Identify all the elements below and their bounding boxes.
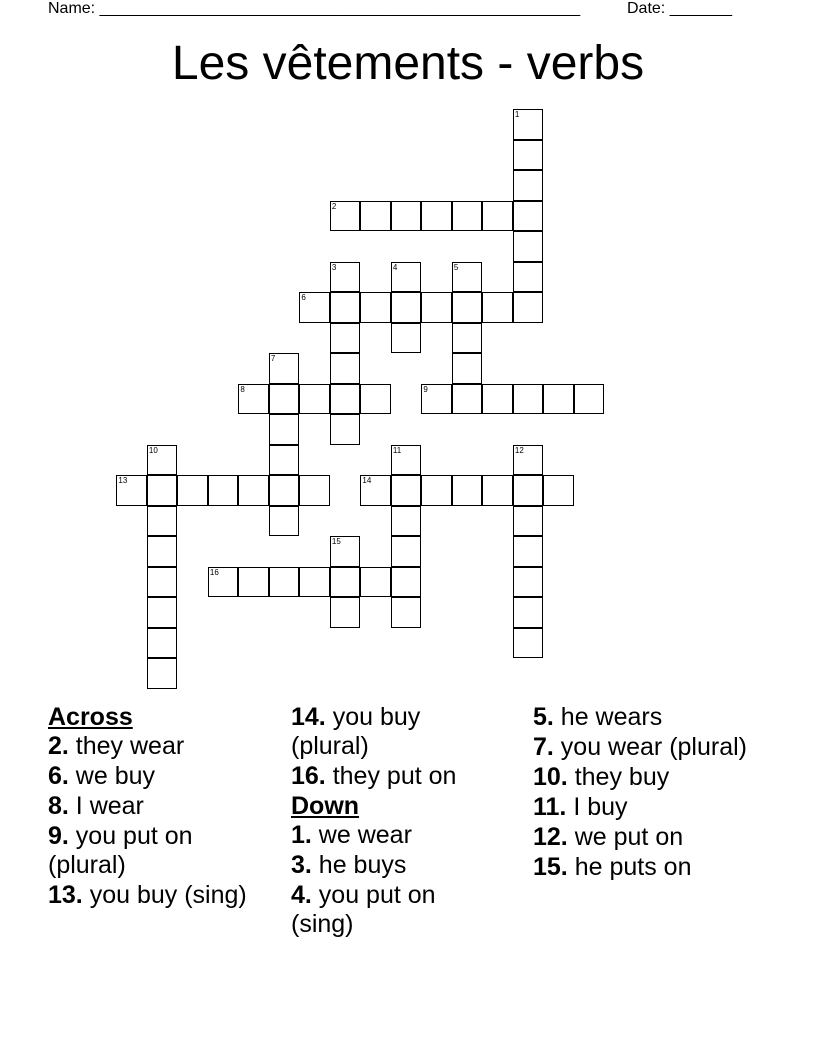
crossword-cell[interactable] xyxy=(482,384,513,415)
crossword-cell[interactable] xyxy=(147,567,178,598)
crossword-cell[interactable] xyxy=(452,201,483,232)
crossword-cell[interactable] xyxy=(330,384,361,415)
clue-across-2: 2. they wear xyxy=(48,732,185,760)
crossword-cell[interactable] xyxy=(513,597,544,628)
crossword-cell[interactable] xyxy=(299,384,330,415)
date-field-label: Date: _______ xyxy=(627,0,732,17)
crossword-cell[interactable] xyxy=(330,414,361,445)
crossword-cell[interactable] xyxy=(421,201,452,232)
crossword-cell[interactable] xyxy=(238,384,269,415)
crossword-cell[interactable] xyxy=(513,475,544,506)
crossword-cell[interactable] xyxy=(269,567,300,598)
crossword-cell[interactable] xyxy=(391,567,422,598)
crossword-cell[interactable] xyxy=(452,353,483,384)
crossword-cell[interactable] xyxy=(452,323,483,354)
crossword-cell[interactable] xyxy=(391,262,422,293)
crossword-cell[interactable] xyxy=(391,506,422,537)
crossword-cell[interactable] xyxy=(360,567,391,598)
crossword-cell[interactable] xyxy=(513,262,544,293)
crossword-cell[interactable] xyxy=(452,262,483,293)
crossword-cell[interactable] xyxy=(360,201,391,232)
clue-across-14: 14. you buy (plural) xyxy=(291,703,421,760)
crossword-cell[interactable] xyxy=(269,353,300,384)
clue-down-10: 10. they buy xyxy=(533,763,670,791)
clues-column-3 xyxy=(533,703,763,883)
crossword-cell[interactable] xyxy=(330,567,361,598)
crossword-cell[interactable] xyxy=(513,231,544,262)
crossword-cell[interactable] xyxy=(147,445,178,476)
crossword-cell[interactable] xyxy=(391,201,422,232)
crossword-cell[interactable] xyxy=(208,475,239,506)
crossword-cell[interactable] xyxy=(330,201,361,232)
crossword-cell[interactable] xyxy=(269,445,300,476)
clue-across-6: 6. we buy xyxy=(48,762,156,790)
crossword-cell[interactable] xyxy=(513,384,544,415)
clue-down-11: 11. I buy xyxy=(533,793,628,821)
down-heading: Down xyxy=(291,792,360,820)
crossword-cell[interactable] xyxy=(513,506,544,537)
crossword-cell[interactable] xyxy=(513,292,544,323)
crossword-cell[interactable] xyxy=(482,475,513,506)
crossword-cell[interactable] xyxy=(147,628,178,659)
crossword-cell[interactable] xyxy=(391,323,422,354)
crossword-cell[interactable] xyxy=(238,567,269,598)
crossword-cell[interactable] xyxy=(513,628,544,659)
clue-number: 12 xyxy=(514,445,524,455)
clue-down-12: 12. we put on xyxy=(533,823,684,851)
crossword-cell[interactable] xyxy=(513,109,544,140)
crossword-cell[interactable] xyxy=(482,292,513,323)
crossword-cell[interactable] xyxy=(269,506,300,537)
crossword-cell[interactable] xyxy=(513,536,544,567)
crossword-cell[interactable] xyxy=(116,475,147,506)
clue-down-1: 1. we wear xyxy=(291,821,412,849)
crossword-cell[interactable] xyxy=(299,475,330,506)
crossword-cell[interactable] xyxy=(452,384,483,415)
clue-number: 4 xyxy=(392,262,398,272)
crossword-cell[interactable] xyxy=(177,475,208,506)
crossword-cell[interactable] xyxy=(330,262,361,293)
crossword-cell[interactable] xyxy=(360,292,391,323)
crossword-cell[interactable] xyxy=(269,384,300,415)
crossword-cell[interactable] xyxy=(452,475,483,506)
crossword-cell[interactable] xyxy=(513,445,544,476)
crossword-cell[interactable] xyxy=(299,567,330,598)
clue-across-13: 13. you buy (sing) xyxy=(48,881,247,909)
crossword-cell[interactable] xyxy=(147,475,178,506)
crossword-cell[interactable] xyxy=(391,597,422,628)
crossword-cell[interactable] xyxy=(421,475,452,506)
crossword-cell[interactable] xyxy=(147,597,178,628)
crossword-cell[interactable] xyxy=(269,475,300,506)
crossword-cell[interactable] xyxy=(391,292,422,323)
clue-down-3: 3. he buys xyxy=(291,851,407,879)
clue-across-9: 9. you put on (plural) xyxy=(48,822,193,879)
clue-number: 14 xyxy=(362,476,372,486)
crossword-cell[interactable] xyxy=(513,567,544,598)
crossword-cell[interactable] xyxy=(238,475,269,506)
clue-number: 16 xyxy=(209,567,219,577)
crossword-cell[interactable] xyxy=(513,170,544,201)
crossword-cell[interactable] xyxy=(574,384,605,415)
clue-across-16: 16. they put on xyxy=(291,762,457,790)
crossword-cell[interactable] xyxy=(360,384,391,415)
crossword-cell[interactable] xyxy=(360,475,391,506)
crossword-cell[interactable] xyxy=(330,597,361,628)
clues-column-2 xyxy=(291,703,491,940)
clue-across-8: 8. I wear xyxy=(48,792,144,820)
crossword-cell[interactable] xyxy=(543,475,574,506)
clue-number: 11 xyxy=(392,445,402,455)
crossword-cell[interactable] xyxy=(147,658,178,689)
clue-number: 3 xyxy=(331,262,337,272)
crossword-cell[interactable] xyxy=(330,536,361,567)
crossword-cell[interactable] xyxy=(421,384,452,415)
crossword-cell[interactable] xyxy=(421,292,452,323)
clue-number: 8 xyxy=(240,384,245,394)
crossword-cell[interactable] xyxy=(391,536,422,567)
clue-number: 2 xyxy=(331,201,337,211)
clue-number: 9 xyxy=(423,384,428,394)
clues-column-1 xyxy=(48,703,248,911)
clue-number: 5 xyxy=(453,262,459,272)
across-heading: Across xyxy=(48,703,133,731)
crossword-cell[interactable] xyxy=(147,506,178,537)
crossword-cell[interactable] xyxy=(147,536,178,567)
crossword-cell[interactable] xyxy=(208,567,239,598)
clue-number: 1 xyxy=(514,110,520,120)
clue-number: 7 xyxy=(270,354,276,364)
crossword-cell[interactable] xyxy=(330,323,361,354)
clue-number: 10 xyxy=(148,445,158,455)
clue-down-5: 5. he wears xyxy=(533,703,663,731)
clue-down-4: 4. you put on (sing) xyxy=(291,881,436,938)
clue-down-7: 7. you wear (plural) xyxy=(533,733,747,761)
page-title: Les vêtements - verbs xyxy=(171,37,645,90)
crossword-cell[interactable] xyxy=(299,292,330,323)
crossword-cell[interactable] xyxy=(391,445,422,476)
crossword-cell[interactable] xyxy=(543,384,574,415)
crossword-cell[interactable] xyxy=(452,292,483,323)
crossword-cell[interactable] xyxy=(391,475,422,506)
crossword-cell[interactable] xyxy=(269,414,300,445)
clue-number: 6 xyxy=(301,293,306,303)
crossword-cell[interactable] xyxy=(513,201,544,232)
crossword-cell[interactable] xyxy=(330,353,361,384)
crossword-cell[interactable] xyxy=(482,201,513,232)
clue-down-15: 15. he puts on xyxy=(533,853,692,881)
crossword-cell[interactable] xyxy=(513,140,544,171)
crossword-cell[interactable] xyxy=(330,292,361,323)
clue-number: 13 xyxy=(118,476,128,486)
name-field-label: Name: ______________________________________________________ xyxy=(48,0,581,17)
clue-number: 15 xyxy=(331,537,341,547)
